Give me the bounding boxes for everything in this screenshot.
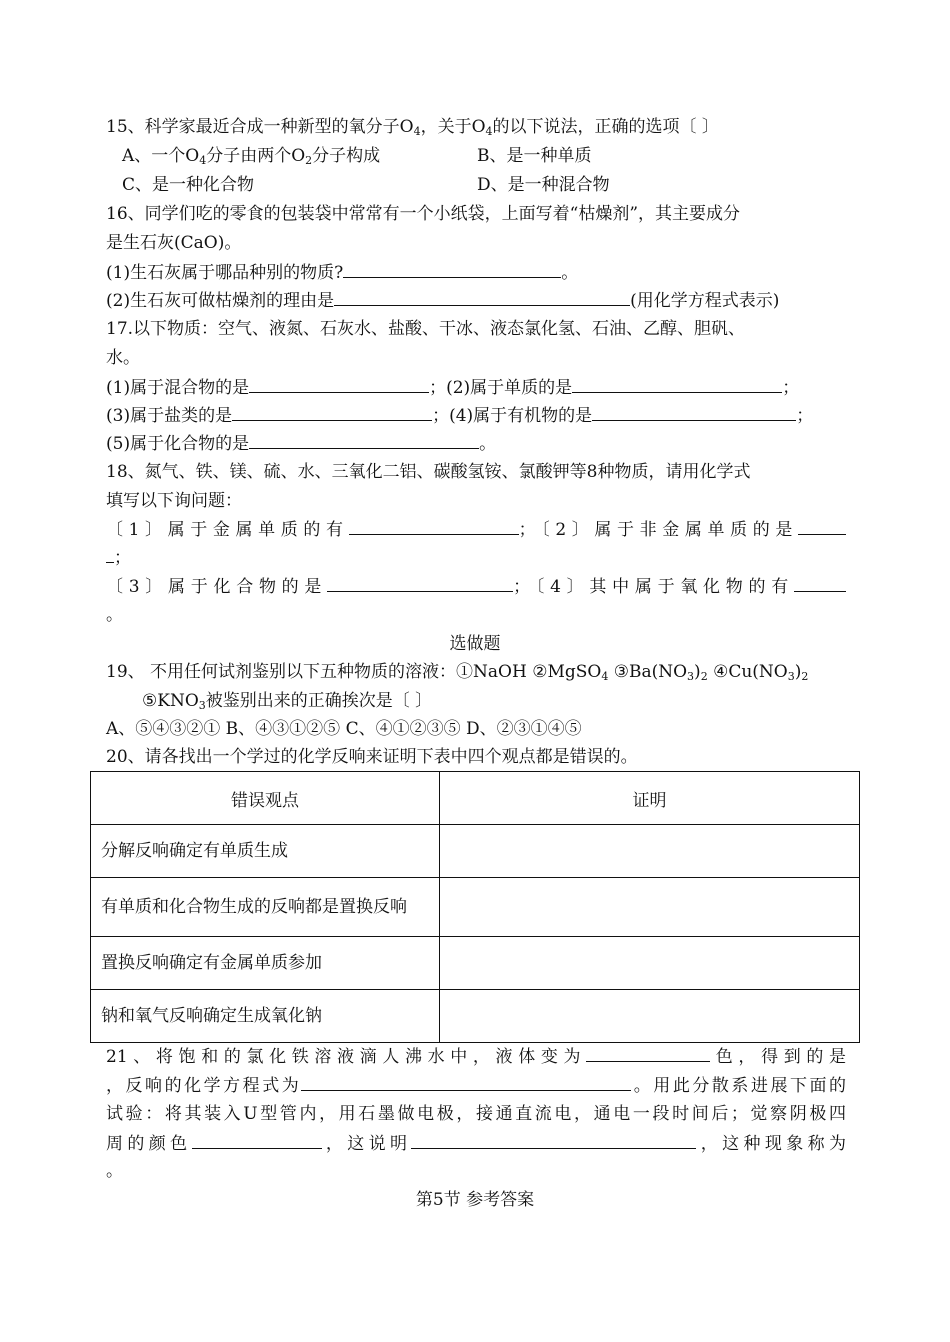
answer-blank[interactable] xyxy=(343,261,561,278)
q18-stem-line1: 18、氮气、铁、镁、硫、水、三氧化二铝、碳酸氢铵、氯酸钾等8种物质，请用化学式 xyxy=(106,462,751,482)
q16-part2: (2)生石灰可做枯燥剂的理由是 (用化学方程式表示) xyxy=(106,291,780,311)
table-row xyxy=(91,825,860,878)
q21-line5: 。 xyxy=(106,1161,123,1181)
q18-part4-continued: 。 xyxy=(106,605,123,625)
answer-blank[interactable] xyxy=(301,1074,631,1091)
q19-stem: 19、 不用任何试剂鉴别以下五种物质的溶液：①NaOH ②MgSO$_4$ $③Ba(NO_3)_2$ $④Cu(NO_3)_2$ xyxy=(106,662,809,683)
proof-cell[interactable] xyxy=(440,825,860,878)
q20-table xyxy=(90,771,860,1043)
q16-stem-line2: 是生石灰(CaO)。 xyxy=(106,233,242,253)
answer-blank[interactable] xyxy=(586,1045,710,1062)
q21-line2: ，反响的化学方程式为 。用此分散系进展下面的 xyxy=(106,1076,847,1096)
q21-line4: 周的颜色 ，这说明 ，这种现象称为 xyxy=(106,1134,846,1154)
q17-part-5: (5)属于化合物的是 。 xyxy=(106,434,497,454)
proof-cell[interactable] xyxy=(440,878,860,937)
header-proof: 证明 xyxy=(440,772,860,825)
q15-option-d: D、是一种混合物 xyxy=(477,175,610,195)
section-footer-title: 第5节 参考答案 xyxy=(415,1190,535,1210)
wrong-view-cell: 钠和氧气反响确定生成氧化钠 xyxy=(91,990,440,1043)
q18-stem-line2: 填写以下询问题： xyxy=(106,491,242,511)
answer-blank[interactable] xyxy=(106,546,114,563)
answer-blank[interactable] xyxy=(249,432,479,449)
q18-parts-3-4: 〔3〕属于化合物的是 ；〔4〕其中属于氧化物的有 xyxy=(106,575,846,598)
q19-stem-line2: $⑤KNO_3$被鉴别出来的正确挨次是〔 〕 xyxy=(142,691,433,712)
q20-stem: 20、请各找出一个学过的化学反响来证明下表中四个观点都是错误的。 xyxy=(106,747,638,767)
q15-option-c: C、是一种化合物 xyxy=(122,175,255,195)
q16-stem-line1: 16、同学们吃的零食的包装袋中常常有一个小纸袋，上面写着“枯燥剂”，其主要成分 xyxy=(106,204,741,224)
answer-blank[interactable] xyxy=(249,376,429,393)
q18-part2-continued: ； xyxy=(106,546,131,569)
table-row xyxy=(91,937,860,990)
proof-cell[interactable] xyxy=(440,990,860,1043)
answer-blank[interactable] xyxy=(592,404,796,421)
q16-part1: (1)生石灰属于哪品种别的物质? 。 xyxy=(106,263,579,283)
table-row xyxy=(91,990,860,1043)
q15-option-b: B、是一种单质 xyxy=(477,146,592,166)
q15-stem: 15、科学家最近合成一种新型的氧分子$O_4$，关于$O_4$的以下说法，正确的选项〔 〕 xyxy=(106,117,719,138)
answer-blank[interactable] xyxy=(349,518,519,535)
answer-blank[interactable] xyxy=(334,289,630,306)
answer-blank[interactable] xyxy=(798,518,846,535)
q18-parts-1-2: 〔1〕属于金属单质的有 ；〔2〕属于非金属单质的是 xyxy=(106,518,846,541)
q15-option-a: A、一个$O_4$分子由两个$O_2$分子构成 xyxy=(122,146,381,167)
answer-blank[interactable] xyxy=(192,1132,322,1149)
q17-parts-3-4: (3)属于盐类的是 ；(4)属于有机物的是 ； xyxy=(106,406,814,426)
answer-blank[interactable] xyxy=(411,1132,696,1149)
answer-blank[interactable] xyxy=(327,575,513,592)
table-header-row xyxy=(91,772,860,825)
q21-line1: 21、将饱和的氯化铁溶液滴人沸水中，液体变为 色，得到的是 xyxy=(106,1047,846,1067)
wrong-view-cell: 分解反响确定有单质生成 xyxy=(91,825,440,878)
q19-options: A、⑤④③②① B、④③①②⑤ C、④①②③⑤ D、②③①④⑤ xyxy=(106,719,582,739)
wrong-view-cell: 置换反响确定有金属单质参加 xyxy=(91,937,440,990)
q17-stem-line2: 水。 xyxy=(106,348,140,368)
answer-blank[interactable] xyxy=(794,575,846,592)
header-wrong-view: 错误观点 xyxy=(91,772,440,825)
q17-parts-1-2: (1)属于混合物的是 ；(2)属于单质的是 ； xyxy=(106,378,800,398)
q17-stem-line1: 17.以下物质：空气、液氮、石灰水、盐酸、干冰、液态氯化氢、石油、乙醇、胆矾、 xyxy=(106,319,746,339)
answer-blank[interactable] xyxy=(572,376,782,393)
q21-line3: 试验：将其装入U型管内，用石墨做电极，接通直流电，通电一段时间后；觉察阴极四 xyxy=(106,1104,846,1124)
table-row xyxy=(91,878,860,937)
wrong-view-cell: 有单质和化合物生成的反响都是置换反响 xyxy=(91,878,440,937)
answer-blank[interactable] xyxy=(232,404,432,421)
proof-cell[interactable] xyxy=(440,937,860,990)
section-title: 选做题 xyxy=(449,634,501,654)
